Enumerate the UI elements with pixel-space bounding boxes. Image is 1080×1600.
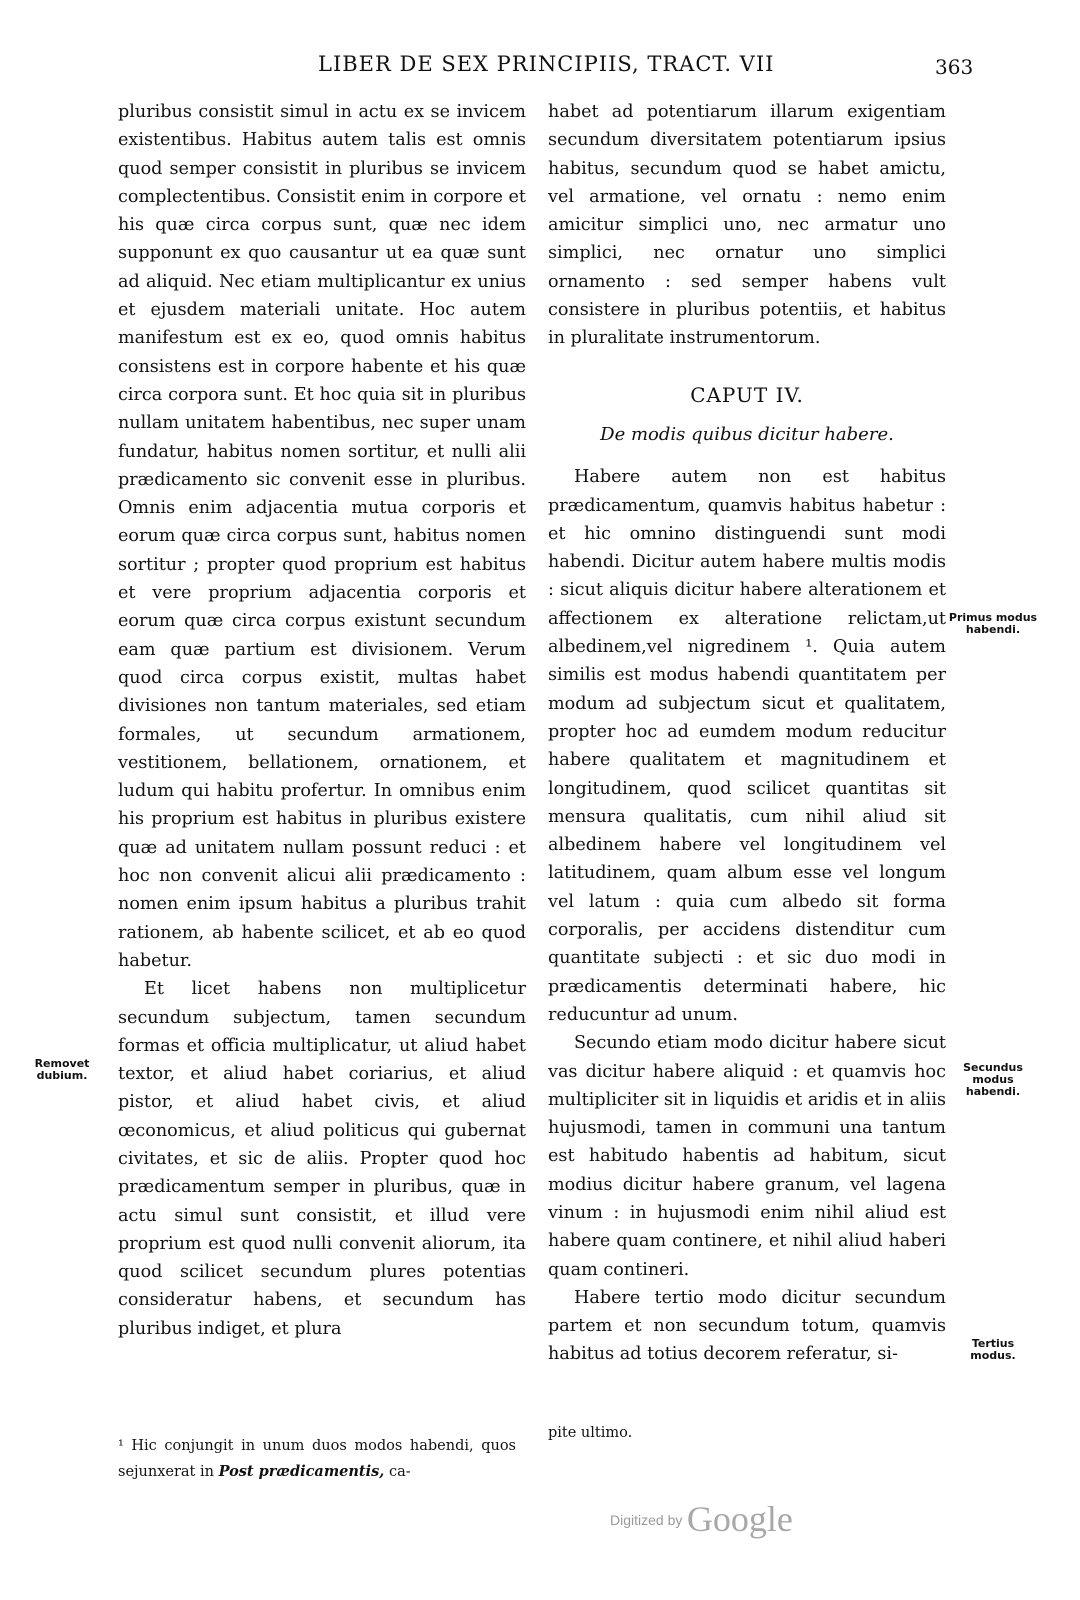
left-paragraph-1: pluribus consistit simul in actu ex se invicem existentibus. Habitus autem talis est omnis quod semper consistit in pluribus se invicem complectentibus. Consistit enim in corpore et his quæ circa corpus sunt, quæ nec idem supponunt ex quo causantur ut ea quæ sunt ad aliquid. Nec etiam multiplicantur ex unius et ejusdem materiali unitate. Hoc autem manifestum est ex eo, quod omnis habitus consistens est in corpore habente et his quæ circa corpora sunt. Et hoc quia sit in pluribus nullam unitatem habentibus, nec super unam fundatur, habitus nomen sortitur, et nulli alii prædicamento sic convenit esse in pluribus. Omnis enim adjacentia mutua corporis et eorum quæ circa corpus sunt, habitus nomen sortitur ; propter quod proprium est habitus et vere proprium adjacentia corporis et eorum quæ circa corpus existunt secundum eam quæ partium est divisionem. Verum quod circa corpus existit, multas habet divisiones non tantum materiales, sed etiam formales, ut secundum armationem, vestitionem, bellationem, ornationem, et ludum qui habitu profertur. In omnibus enim his proprium est habitus in pluribus existere quæ ad unitatem nullam possunt reduci : et hoc non convenit alicui alii prædicamento : nomen enim ipsum habitus a pluribus trahit rationem, ab habente scilicet, et ab eo quod habetur. [118,102,526,971]
right-paragraph-1: habet ad potentiarum illarum exigentiam secundum diversitatem potentiarum ipsius habitus, secundum quod se habet amictu, vel armatione, vel ornatu : nemo enim amicitur simplici uno, nec armatur uno simplici, nec ornatur uno simplici ornamento : sed semper habens vult consistere in pluribus potentiis, et habitus in pluralitate instrumentorum. [548,102,946,349]
margin-note-secundus: Secundus modus habendi. [963,1061,1023,1098]
footnote-text-after: ca- [384,1464,411,1480]
running-head: LIBER DE SEX PRINCIPIIS, TRACT. VII [318,52,775,76]
footnote-italic: Post prædicamentis, [218,1463,385,1480]
right-paragraph-2: Habere autem non est habitus prædicamentum, quamvis habitus habetur : et hic omnino distinguendi sunt modi habendi. Dicitur autem habere multis modis : sicut aliquis dicitur habere alterationem et affectionem ex alteratione relictam,ut albedinem,vel nigredinem ¹. Quia autem similis est modus habendi quantitatem per modum ad subjectum sicut et qualitatem, propter hoc ad eumdem modum reducitur habere qualitatem et magnitudinem et longitudinem, quod scilicet quantitas sit mensura qualitatis, cum nihil aliud sit albedinem habere vel longitudinem vel latitudinem, quam album esse vel longum vel latum : quia cum albedo sit forma corporalis, per accidens distenditur cum quantitate subjecti : et sic duo modi in prædicamentis determinati habere, hic reducuntur ad unum. [548,467,946,1025]
footnote-text-before: ¹ Hic conjungit in unum duos modos habendi, quos sejunxerat in [118,1438,516,1480]
right-paragraph-3: Secundo etiam modo dicitur habere sicut vas dicitur habere aliquid : et quamvis hoc multipliciter sit in liquidis et aridis et in aliis hujusmodi, tamen in communi una tantum est habitudo habentis ad habitum, sicut modius dicitur habere granum, vel lagena vinum : in hujusmodi enim nihil aliud est habere quam continere, et nihil aliud haberi quam contineri. [548,1033,946,1280]
left-paragraph-2: Et licet habens non multiplicetur secundum subjectum, tamen secundum formas et officia multiplicatur, ut aliud habet textor, et aliud habet coriarius, et aliud pistor, et aliud habet civis, et aliud œconomicus, et aliud politicus qui gubernat civitates, et sic de aliis. Propter quod hoc prædicamentum semper in pluribus, quæ in actu simul sunt consistit, et illud vere proprium est quod nulli convenit aliorum, ita quod scilicet secundum plures potentias consideratur habens, et secundum has pluribus indiget, et plura [118,979,526,1339]
right-paragraph-4: Habere tertio modo dicitur secundum partem et non secundum totum, quamvis habitus ad totius decorem referatur, si- [548,1287,946,1365]
chapter-heading: CAPUT IV. [690,382,804,407]
footnote-continuation: pite ultimo. [548,1425,633,1441]
chapter-subtitle: De modis quibus dicitur habere. [600,423,894,445]
google-logo: Google [686,1499,793,1539]
page-number: 363 [935,55,974,79]
margin-note-tertius: Tertius modus. [970,1337,1016,1362]
margin-note-removet: Removet dubium. [34,1057,90,1082]
footnote [118,1434,516,1485]
margin-note-primus: Primus modus habendi. [948,611,1038,636]
left-column [118,98,526,1343]
digitized-watermark [610,1498,793,1540]
digitized-by-text: Digitized by [610,1512,683,1528]
right-column [548,98,946,1369]
